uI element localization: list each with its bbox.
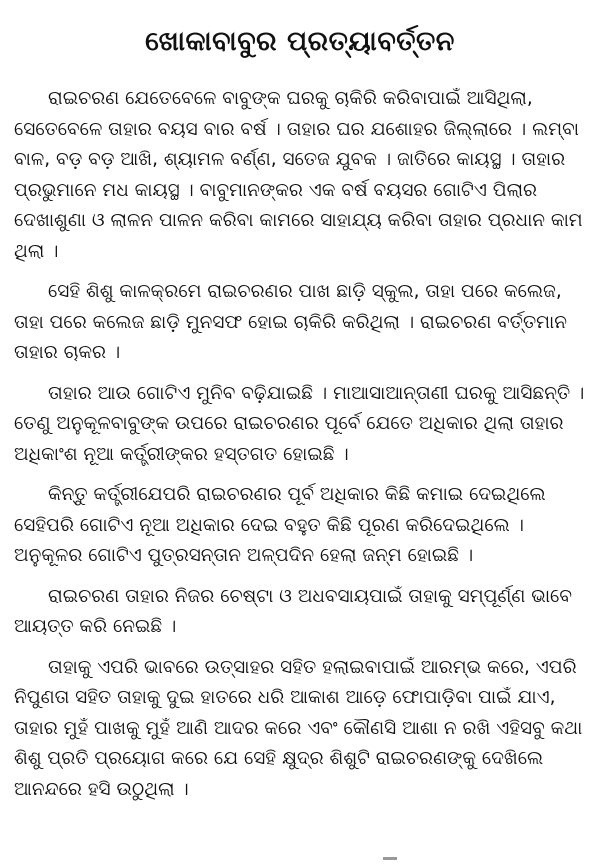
paragraph-5: ରାଇଚରଣ ତାହାର ନିଜର ଚେଷ୍ଟା ଓ ଅଧବସାୟପାଇଁ ତାହାକୁ ସମ୍ପୂର୍ଣ୍ଣ ଭାବେ ଆୟତ୍ତ କରି ନେଇଛି ।	[14, 585, 572, 637]
page-title: ଖୋକାବାବୁର ପ୍ରତ୍ୟାବର୍ତ୍ତନ	[145, 26, 455, 57]
paragraph-4: କିନ୍ତୁ କର୍ତ୍ତ୍ରୀଯେପରି ରାଇଚରଣର ପୂର୍ବ ଅଧିକାର କିଛି କମାଇ ଦେଇଥିଲେ ସେହିପରି ଗୋଟିଏ ନୂଆ ଅଧିକାର ଦେଇ ବହୁତ କିଛି ପୂରଣ କରିଦେଇଥିଲେ । ଅନୁକୂଳର ଗୋଟିଏ ପୁତ୍ରସନ୍ତାନ ଅଳ୍ପଦିନ ହେଲା ଜନ୍ମ ହୋଇଛି ।	[14, 484, 546, 566]
paragraph-6: ତାହାକୁ ଏପରି ଭାବରେ ଉତ୍ସାହର ସହିତ ହଲାଇବାପାଇଁ ଆରମ୍ଭ କରେ, ଏପରି ନିପୁଣତା ସହିତ ତାହାକୁ ଦୁଇ ହାତରେ ଧରି ଆକାଶ ଆଡ଼େ ଫୋପାଡ଼ିବା ପାଇଁ ଯାଏ, ତାହାର ମୁହଁ ପାଖକୁ ମୁହଁ ଆଣି ଆଦର କରେ ଏବଂ କୌଣସି ଆଶା ନ ରଖି ଏହିସବୁ କଥା ଶିଶୁ ପ୍ରତି ପ୍ରୟୋଗ କରେ ଯେ ସେହି କ୍ଷୁଦ୍ର ଶିଶୁଟି ରାଇଚରଣଙ୍କୁ ଦେଖିଲେ ଆନନ୍ଦରେ ହସି ଉଠୁଥିଲା ।	[14, 656, 583, 800]
page-edge-mark	[383, 857, 397, 860]
paragraph-3: ତାହାର ଆଉ ଗୋଟିଏ ମୁନିବ ବଢ଼ିଯାଇଛି । ମାଆସାଆନ୍ତାଣୀ ଘରକୁ ଆସିଛନ୍ତି । ତେଣୁ ଅନୁକୂଳବାବୁଙ୍କ ଉପରେ ରାଇଚରଣର ପୂର୍ବେ ଯେତେ ଅଧିକାର ଥିଲା ତାହାର ଅଧିକାଂଶ ନୂଆ କର୍ତ୍ତ୍ରୀଙ୍କର ହସ୍ତଗତ ହୋଇଛି ।	[14, 382, 585, 465]
paragraph-1: ରାଇଚରଣ ଯେତେବେଳେ ବାବୁଙ୍କ ଘରକୁ ଚାକିରି କରିବାପାଇଁ ଆସିଥିଲା, ସେତେବେଳେ ତାହାର ବୟସ ବାର ବର୍ଷ । ତାହାର ଘର ଯଶୋହର ଜିଲ୍ଲାରେ । ଲମ୍ବା ବାଳ, ବଡ଼ ବଡ଼ ଆଖି, ଶ୍ୟାମଳ ବର୍ଣ୍ଣ, ସତେଜ ଯୁବକ । ଜାତିରେ କାୟସ୍ଥ । ତାହାର ପ୍ରଭୁମାନେ ମଧ କାୟସ୍ଥ । ବାବୁମାନଙ୍କର ଏକ ବର୍ଷ ବୟସର ଗୋଟିଏ ପିଲାର ଦେଖାଶୁଣା ଓ ଲାଳନ ପାଳନ କରିବା କାମରେ ସାହାଯ୍ୟ କରିବା ତାହାର ପ୍ରଧାନ କାମ ଥିଲା ।	[14, 88, 583, 262]
paragraph-2: ସେହି ଶିଶୁ କାଳକ୍ରମେ ରାଇଚରଣର ପାଖ ଛାଡ଼ି ସ୍କୁଲ, ତାହା ପରେ କଲେଜ, ତାହା ପରେ କଲେଜ ଛାଡ଼ି ମୁନସଫ ହୋଇ ଚାକିରି କରିଥିଲା । ରାଇଚରଣ ବର୍ତ୍ତମାନ ତାହାର ଚାକର ।	[14, 281, 567, 363]
